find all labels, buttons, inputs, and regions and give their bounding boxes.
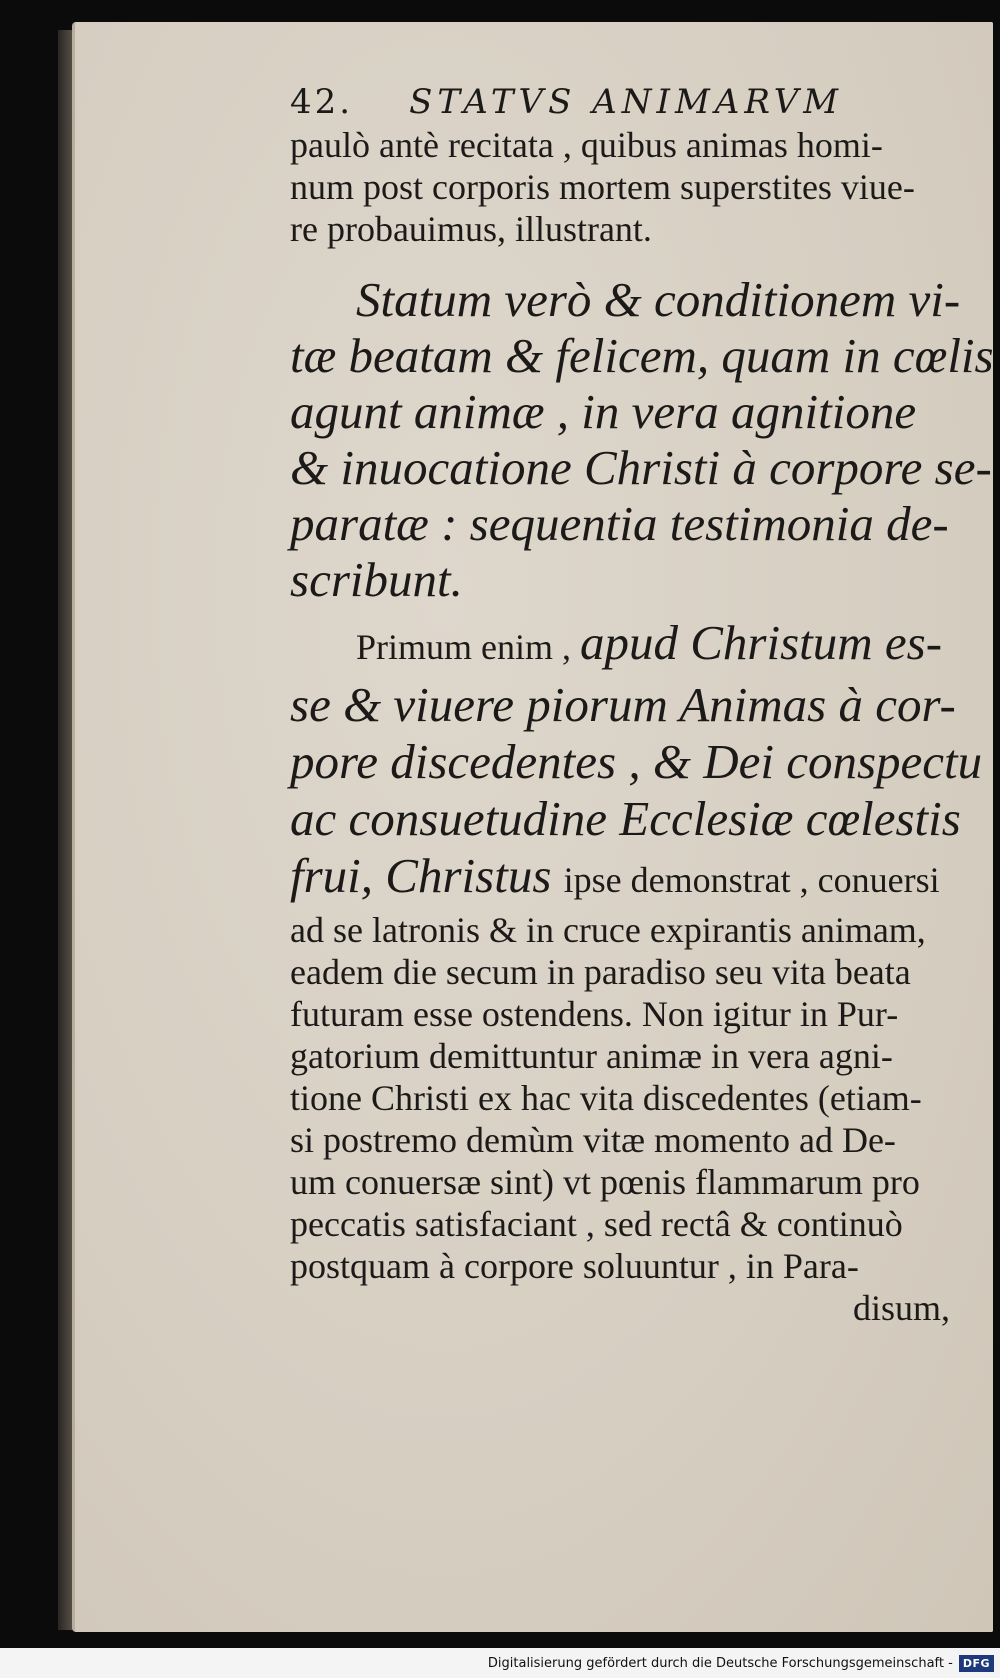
digitization-footer: [0, 1648, 1000, 1678]
text-line: re probauimus, illustrant.: [290, 209, 652, 249]
text-line: scribunt.: [290, 552, 463, 607]
paragraph-2: [290, 272, 994, 608]
paragraph-1: [290, 124, 960, 250]
text-line: eadem die secum in paradiso seu vita beata: [290, 952, 911, 992]
text-line: pore discedentes , & Dei conspectu: [290, 734, 983, 789]
text-line: ac consuetudine Ecclesiæ cœlestis: [290, 791, 961, 846]
text-run-roman: Primum enim ,: [356, 627, 580, 667]
text-line: si postremo demùm vitæ momento ad De-: [290, 1120, 896, 1160]
text-line: num post corporis mortem superstites viue-: [290, 167, 915, 207]
text-line: tione Christi ex hac vita discedentes (etiam-: [290, 1078, 922, 1118]
text-line: paratæ : sequentia testimonia de-: [290, 496, 949, 551]
text-line: Statum verò & conditionem vi-: [356, 272, 961, 327]
text-line: tæ beatam & felicem, quam in cœlis: [290, 328, 994, 383]
text-line: ad se latronis & in cruce expirantis animam,: [290, 910, 926, 950]
text-line: [290, 847, 960, 909]
footer-credit: Digitalisierung gefördert durch die Deutsche Forschungsgemeinschaft -: [487, 1655, 953, 1671]
dfg-logo: DFG: [959, 1655, 994, 1672]
text-run-roman: ipse demonstrat , conuersi: [563, 860, 940, 900]
text-line: [290, 614, 960, 676]
text-line: agunt animæ , in vera agnitione: [290, 384, 917, 439]
text-line: paulò antè recitata , quibus animas homi-: [290, 125, 883, 165]
text-line: se & viuere piorum Animas à cor-: [290, 677, 956, 732]
text-line: peccatis satisfaciant , sed rectâ & continuò: [290, 1204, 903, 1244]
text-line: futuram esse ostendens. Non igitur in Pur-: [290, 994, 899, 1034]
text-line: um conuersæ sint) vt pœnis flammarum pro: [290, 1162, 920, 1202]
paragraph-3-continuation: [290, 909, 960, 1329]
paragraph-3: [290, 614, 983, 1329]
text-run-italic: frui, Christus: [290, 848, 564, 903]
text-run-italic: apud Christum es-: [580, 615, 943, 670]
running-head: [290, 80, 960, 124]
text-line: & inuocatione Christi à corpore se-: [290, 440, 992, 495]
page-number: 42.: [290, 82, 354, 122]
page-text: [290, 80, 994, 1329]
catchword: disum,: [852, 1288, 950, 1328]
text-line: gatorium demittuntur animæ in vera agni-: [290, 1036, 893, 1076]
text-line: postquam à corpore soluuntur , in Para-: [290, 1246, 859, 1286]
running-title: STATVS ANIMARVM: [409, 82, 844, 122]
